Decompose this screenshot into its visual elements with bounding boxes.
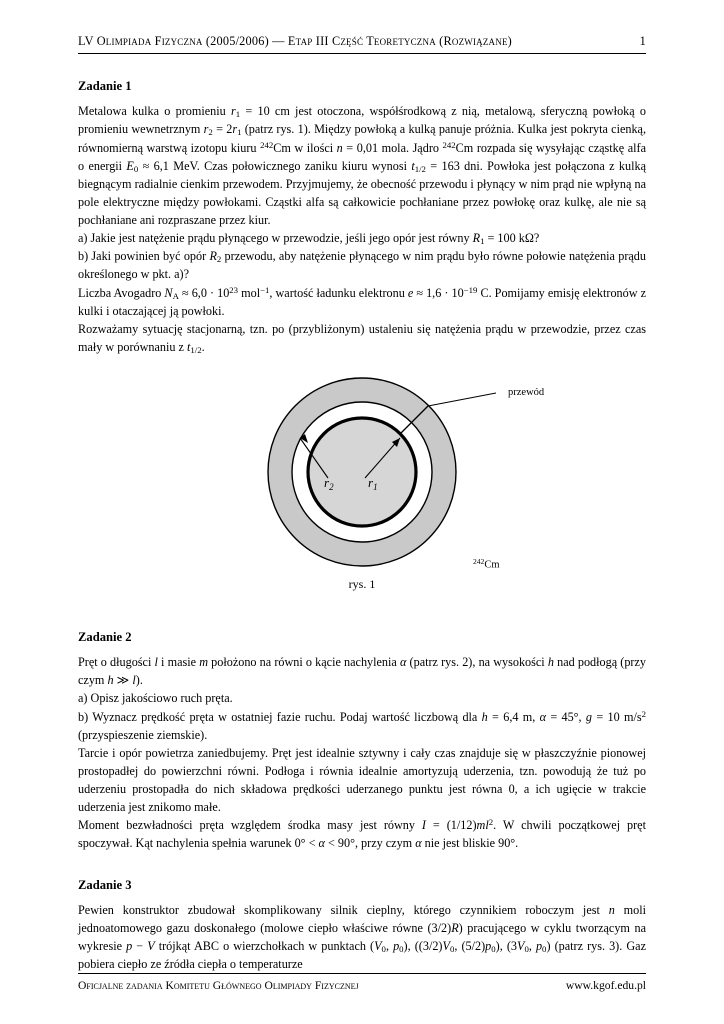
page-footer [78, 973, 646, 992]
figure-1 [78, 375, 646, 605]
r2-label: $r_2$ [324, 475, 334, 493]
wire-leader-line [428, 393, 496, 406]
task-2-title: Zadanie 2 [78, 630, 132, 645]
figure-1-canvas [78, 375, 646, 575]
sphere-shell-diagram [78, 375, 646, 580]
task-1-title: Zadanie 1 [78, 79, 132, 93]
task-1-paragraph-3: b) Jaki powinien być opór $R_2$ przewodu, aby natężenie płynącego w nim prądu było równe połowie natężenia prądu określonego w pkt. a)? [78, 249, 646, 282]
figure-1-caption: rys. 1 [348, 577, 376, 592]
task-1-paragraph-1: Metalowa kulka o promieniu $r_1 = 10$ cm jest otoczona, współśrodkową z nią, metalową, sferyczną powłoką o promieniu wewnetrznym $r_2 = 2r_1$ (patrz rys. 1). Między powłoką a kulką panuje próżnia. Kulka jest pokryta cienką, równomierną warstwą izotopu kiuru $^{242}$Cm w ilości n = 0,01 mola. Jądro $^{242}$Cm rozpada się wysyłając cząstkę alfa o energii $E_0 \approx 6,1$ MeV. Czas połowicznego zaniku kiuru wynosi $t_{1/2} = 163$ dni. Powłoka jest połączona z kulką biegnącym radialnie cienkim przewodem. Przyjmujemy, że obecność przewodu i płynący w nim prąd nie wpłyną na pole elektryczne między powłokami. Cząstki alfa są całkowicie pochłaniane przez powłokę oraz kulkę, ale nie są pochłaniane ani rozpraszane przez kiur. [78, 104, 647, 228]
isotope-label [473, 557, 500, 570]
task-2-paragraph-4: Tarcie i opór powietrza zaniedbujemy. Pręt jest idealnie sztywny i cały czas znajduje się w płaszczyźnie pionowej prostopadłej do powierzchni równi. Podłoga i równia idealnie amortyzują uderzenia, tzn. powodują że tuż po uderzeniu prostopadła do nich składowa prędkości uderzanego punktu jest równa 0, a ich ugięcie w trakcie uderzenia jest znikomo małe. [78, 745, 646, 814]
task-1-paragraph-4: Liczba Avogadro $N_A \approx 6,0 \cdot 10^{23}$ mol$^{-1}$, wartość ładunku elektronu $e \approx 1,6 \cdot 10^{-19}$ C. Pomijamy emisję elektronów z kulki i otaczającej ją powłoki. [78, 285, 646, 319]
r1-label: $r_1$ [368, 475, 378, 493]
task-1-paragraph-5: Rozważamy sytuację stacjonarną, tzn. po (przybliżonym) ustaleniu się natężenia prądu w przewodzie, przez czas mały w porównaniu z $t_{1/2}$. [78, 322, 646, 356]
header-page-number: 1 [639, 34, 646, 48]
task-2-paragraph-2: a) Opisz jakościowo ruch pręta. [78, 690, 233, 705]
task-3-title: Zadanie 3 [78, 878, 132, 893]
header-title: LV Olimpiada Fizyczna (2005/2006) — Etap III Część Teoretyczna (Rozwiązane) [78, 34, 512, 48]
page-header [78, 34, 646, 54]
isotope-symbol: Cm [484, 559, 500, 571]
isotope-mass-number: 242 [473, 557, 485, 567]
task-2-paragraph-1: Pręt o długości l i masie m położono na równi o kącie nachylenia α (patrz rys. 2), na wysokości h nad podłogą (przy czym h ≫ l). [78, 655, 646, 688]
footer-url: www.kgof.edu.pl [565, 979, 646, 992]
footer-left-text: Oficjalne zadania Komitetu Głównego Olimpiady Fizycznej [78, 979, 359, 992]
task-3-paragraph-1: Pewien konstruktor zbudował skomplikowany silnik cieplny, którego czynnikiem roboczym jest n moli jednoatomowego gazu doskonałego (molowe ciepło właściwe równe (3/2)R) pracującego w cyklu tworzącym na wykresie p − V trójkąt ABC o wierzchołkach w punktach ($V_0$, $p_0$), ($(3/2)V_0$, $(5/2)p_0$), ($3V_0$, $p_0$) (patrz rys. 3). Gaz pobiera ciepło ze źródła ciepła o temperaturze [78, 903, 646, 972]
task-2-paragraph-5: Moment bezwładności pręta względem środka masy jest równy $I = (1/12)ml^2$. W chwili początkowej pręt spoczywał. Kąt nachylenia spełnia warunek 0° < α < 90°, przy czym α nie jest bliskie 90°. [78, 817, 646, 851]
task-1-paragraph-2: a) Jakie jest natężenie prądu płynącego w przewodzie, jeśli jego opór jest równy $R_1 = 100$ kΩ? [78, 230, 540, 247]
task-2-paragraph-3: b) Wyznacz prędkość pręta w ostatniej fazie ruchu. Podaj wartość liczbową dla h = 6,4 m, α = 45°, g = 10 $m/s^2$ (przyspieszenie ziemskie). [78, 708, 646, 742]
wire-label: przewód [508, 387, 545, 399]
